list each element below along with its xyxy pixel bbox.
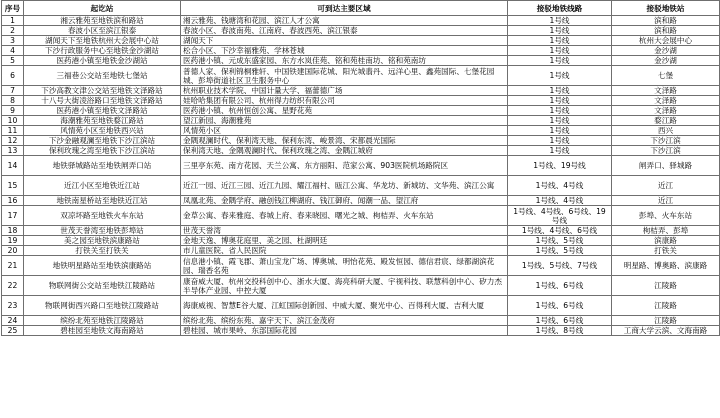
cell-metro-station: 江陵路 xyxy=(612,316,720,326)
cell-metro-station: 滨和路 xyxy=(612,16,720,26)
cell-no: 8 xyxy=(2,96,24,106)
cell-no: 15 xyxy=(2,176,24,196)
cell-area: 医药港小镇、元成东盛家园、东方水岚佳苑、铭和苑桂南坊、铭和苑南坊 xyxy=(181,56,508,66)
cell-route: 碧桂园至地铁文海南路站 xyxy=(24,326,181,336)
cell-metro-station: 滨和路 xyxy=(612,26,720,36)
cell-route: 打铁关至打铁关 xyxy=(24,246,181,256)
cell-no: 19 xyxy=(2,236,24,246)
cell-area: 金地天逸、博奥花庭里、美之园、杜湖明廷 xyxy=(181,236,508,246)
cell-route: 保利玫瑰之湾至地铁下沙江滨站 xyxy=(24,146,181,156)
cell-metro-line: 1号线、4号线 xyxy=(508,176,612,196)
cell-area: 凤凰北苑、金隅学府、融创钱江柳湖府、钱江御府、闻潮一品、望江府 xyxy=(181,196,508,206)
cell-metro-station: 明星路、博奥路、滨康路 xyxy=(612,256,720,276)
cell-area: 海康威视、智慧E谷大厦、江虹国际创新园、中威大厦、聚光中心、百得利大厦、吉利大厦 xyxy=(181,296,508,316)
cell-metro-station: 打铁关 xyxy=(612,246,720,256)
cell-metro-station: 闸弄口、驿城路 xyxy=(612,156,720,176)
header-route: 起讫站 xyxy=(24,1,181,16)
table-body xyxy=(2,16,720,336)
cell-metro-line: 1号线 xyxy=(508,56,612,66)
cell-metro-station: 金沙湖 xyxy=(612,46,720,56)
cell-metro-line: 1号线 xyxy=(508,16,612,26)
cell-metro-line: 1号线 xyxy=(508,116,612,126)
cell-metro-line: 1号线 xyxy=(508,106,612,116)
cell-route: 十八号大街凌浴路口至地铁文泽路站 xyxy=(24,96,181,106)
cell-no: 14 xyxy=(2,156,24,176)
cell-metro-station: 金沙湖 xyxy=(612,56,720,66)
cell-no: 24 xyxy=(2,316,24,326)
cell-area: 缤纷北苑、缤纷东苑、嘉宇天下、滨江金茂府 xyxy=(181,316,508,326)
cell-area: 保利湾天地、金隅观澜时代、保利玫瑰之湾、金隅江城府 xyxy=(181,146,508,156)
cell-area: 三里亭东苑、南方花园、天兰公寓、东方丽阳、范家公寓、903医院机场路院区 xyxy=(181,156,508,176)
cell-route: 近江小区至地铁近江站 xyxy=(24,176,181,196)
cell-metro-station: 近江 xyxy=(612,196,720,206)
cell-no: 17 xyxy=(2,206,24,226)
table-row xyxy=(2,326,720,336)
cell-area: 杭州职业技术学院、中国计量大学、福蕾德广场 xyxy=(181,86,508,96)
cell-route: 下沙行政服务中心至地铁金沙湖站 xyxy=(24,46,181,56)
cell-area: 康奋威大厦、杭州交投科创中心、浙水大厦、海亮科研大厦、宇视科技、联慧科创中心、矽力杰半导体产业园、中控大厦 xyxy=(181,276,508,296)
cell-metro-station: 工商大学云滨、文海南路 xyxy=(612,326,720,336)
cell-route: 世茂天誉湾至地铁彭埠站 xyxy=(24,226,181,236)
table-row xyxy=(2,196,720,206)
table-header-row xyxy=(2,1,720,16)
header-no: 序号 xyxy=(2,1,24,16)
cell-no: 9 xyxy=(2,106,24,116)
cell-area: 世茂天誉湾 xyxy=(181,226,508,236)
cell-metro-line: 1号线、19号线 xyxy=(508,156,612,176)
cell-metro-station: 枸桔弄、彭埠 xyxy=(612,226,720,236)
cell-no: 25 xyxy=(2,326,24,336)
cell-route: 春波小区至滨江银泰 xyxy=(24,26,181,36)
cell-route: 海潮雅苑至地铁婺江路站 xyxy=(24,116,181,126)
cell-metro-line: 1号线、4号线、6号线、19号线 xyxy=(508,206,612,226)
cell-metro-station: 下沙江滨 xyxy=(612,136,720,146)
table-row xyxy=(2,66,720,86)
cell-metro-station: 江陵路 xyxy=(612,276,720,296)
cell-no: 10 xyxy=(2,116,24,126)
cell-area: 碧桂园、城市果岭、东部国际花园 xyxy=(181,326,508,336)
cell-metro-station: 文泽路 xyxy=(612,86,720,96)
cell-route: 下沙金融观澜至地铁下沙江滨站 xyxy=(24,136,181,146)
table-row xyxy=(2,16,720,26)
cell-route: 湘云雅苑至地铁滨和路站 xyxy=(24,16,181,26)
cell-area: 近江一园、近江三园、近江九园、耀江福村、瓯江公寓、华龙坊、新城坊、文华苑、滨江公寓 xyxy=(181,176,508,196)
cell-metro-line: 1号线 xyxy=(508,26,612,36)
cell-no: 13 xyxy=(2,146,24,156)
cell-metro-line: 1号线、8号线 xyxy=(508,326,612,336)
cell-area: 风情苑小区 xyxy=(181,126,508,136)
table-row xyxy=(2,46,720,56)
cell-metro-line: 1号线、4号线 xyxy=(508,196,612,206)
cell-metro-line: 1号线 xyxy=(508,86,612,96)
cell-route: 物联网街西兴路口至地铁江陵路站 xyxy=(24,296,181,316)
cell-no: 21 xyxy=(2,256,24,276)
cell-route: 美之园至地铁滨康路站 xyxy=(24,236,181,246)
cell-no: 7 xyxy=(2,86,24,96)
table-row xyxy=(2,56,720,66)
cell-no: 16 xyxy=(2,196,24,206)
cell-area: 市儿童医院、省人民医院 xyxy=(181,246,508,256)
cell-area: 普德人家、保利锦桐雅轩、中国铁建国际花城、阳光城翡丹、远洋心里、鑫苑国际、七堡花园城、彭埠街道社区卫生服务中心 xyxy=(181,66,508,86)
cell-metro-station: 七堡 xyxy=(612,66,720,86)
cell-metro-line: 1号线 xyxy=(508,36,612,46)
cell-route: 湖闻天下至地铁杭州大会展中心站 xyxy=(24,36,181,46)
table-row xyxy=(2,136,720,146)
table-row xyxy=(2,206,720,226)
table-row xyxy=(2,26,720,36)
cell-metro-line: 1号线、5号线 xyxy=(508,246,612,256)
cell-area: 金隅观澜时代、保利湾天地、保利东湾、峻景湾、宋都晨光国际 xyxy=(181,136,508,146)
cell-metro-station: 婺江路 xyxy=(612,116,720,126)
cell-metro-station: 滨康路 xyxy=(612,236,720,246)
cell-metro-line: 1号线 xyxy=(508,136,612,146)
cell-metro-line: 1号线、6号线 xyxy=(508,276,612,296)
table-row xyxy=(2,156,720,176)
table-row xyxy=(2,116,720,126)
cell-no: 22 xyxy=(2,276,24,296)
cell-route: 风情苑小区至地铁西兴站 xyxy=(24,126,181,136)
cell-no: 5 xyxy=(2,56,24,66)
table-row xyxy=(2,276,720,296)
cell-metro-station: 文泽路 xyxy=(612,96,720,106)
header-metro-line: 接驳地铁线路 xyxy=(508,1,612,16)
table-row xyxy=(2,96,720,106)
cell-metro-station: 文泽路 xyxy=(612,106,720,116)
cell-no: 4 xyxy=(2,46,24,56)
cell-route: 医药港小镇至地铁文泽路站 xyxy=(24,106,181,116)
cell-no: 2 xyxy=(2,26,24,36)
cell-metro-line: 1号线 xyxy=(508,46,612,56)
cell-metro-line: 1号线、4号线、6号线 xyxy=(508,226,612,236)
cell-route: 缤纷北苑至地铁江陵路站 xyxy=(24,316,181,326)
cell-metro-line: 1号线、5号线 xyxy=(508,236,612,246)
cell-route: 物联网街公交站至地铁江陵路站 xyxy=(24,276,181,296)
table-row xyxy=(2,316,720,326)
cell-metro-station: 彭埠、火车东站 xyxy=(612,206,720,226)
cell-route: 下沙高教文津公交站至地铁文泽路站 xyxy=(24,86,181,96)
shuttle-bus-table xyxy=(1,0,720,336)
cell-metro-line: 1号线 xyxy=(508,146,612,156)
table-row xyxy=(2,236,720,246)
cell-area: 金草公寓、春来雅庭、春城上府、春来晓园、曙光之城、枸桔弄、火车东站 xyxy=(181,206,508,226)
cell-metro-station: 杭州大会展中心 xyxy=(612,36,720,46)
cell-metro-line: 1号线 xyxy=(508,96,612,106)
cell-metro-line: 1号线 xyxy=(508,66,612,86)
cell-no: 23 xyxy=(2,296,24,316)
table-row xyxy=(2,226,720,236)
table-row xyxy=(2,106,720,116)
cell-no: 1 xyxy=(2,16,24,26)
cell-metro-line: 1号线、5号线、7号线 xyxy=(508,256,612,276)
table-row xyxy=(2,146,720,156)
table-row xyxy=(2,246,720,256)
cell-route: 地铁南星桥站至地铁近江站 xyxy=(24,196,181,206)
cell-metro-station: 江陵路 xyxy=(612,296,720,316)
table-row xyxy=(2,256,720,276)
cell-metro-station: 近江 xyxy=(612,176,720,196)
cell-no: 11 xyxy=(2,126,24,136)
cell-no: 18 xyxy=(2,226,24,236)
cell-metro-station: 西兴 xyxy=(612,126,720,136)
cell-route: 地铁驿城路站至地铁闸弄口站 xyxy=(24,156,181,176)
cell-no: 3 xyxy=(2,36,24,46)
table-row xyxy=(2,126,720,136)
cell-route: 双凉坏路至地铁火车东站 xyxy=(24,206,181,226)
cell-metro-line: 1号线 xyxy=(508,126,612,136)
cell-area: 娃哈哈集团有限公司、杭州得力纺织有限公司 xyxy=(181,96,508,106)
cell-route: 三福巷公交站至地铁七堡站 xyxy=(24,66,181,86)
cell-no: 12 xyxy=(2,136,24,146)
cell-metro-station: 下沙江滨 xyxy=(612,146,720,156)
cell-area: 春波小区、春波南苑、江南府、春波西苑、滨江银泰 xyxy=(181,26,508,36)
cell-no: 20 xyxy=(2,246,24,256)
table-row xyxy=(2,36,720,46)
cell-area: 望江新园、海潮雅苑 xyxy=(181,116,508,126)
header-area: 可到达主要区域 xyxy=(181,1,508,16)
header-metro-station: 接驳地铁站 xyxy=(612,1,720,16)
table-row xyxy=(2,86,720,96)
table-row xyxy=(2,296,720,316)
table-row xyxy=(2,176,720,196)
cell-area: 松合小区、下沙幸福雅苑、学林苍城 xyxy=(181,46,508,56)
cell-area: 湘云雅苑、钱塘湾和花园、滨江人才公寓 xyxy=(181,16,508,26)
cell-metro-line: 1号线、6号线 xyxy=(508,296,612,316)
cell-area: 信息港小镇、霞飞郡、萧山宝龙广场、博奥城、明怡花苑、殿发恒园、德信君宸、绿都湖滨花园、瑞香名苑 xyxy=(181,256,508,276)
cell-route: 地铁明星路站至地铁滨康路站 xyxy=(24,256,181,276)
cell-area: 医药港小镇、杭州恒创公寓、星野花苑 xyxy=(181,106,508,116)
cell-metro-line: 1号线、6号线 xyxy=(508,316,612,326)
cell-no: 6 xyxy=(2,66,24,86)
cell-route: 医药港小镇至地铁金沙湖站 xyxy=(24,56,181,66)
cell-area: 湖闻天下 xyxy=(181,36,508,46)
